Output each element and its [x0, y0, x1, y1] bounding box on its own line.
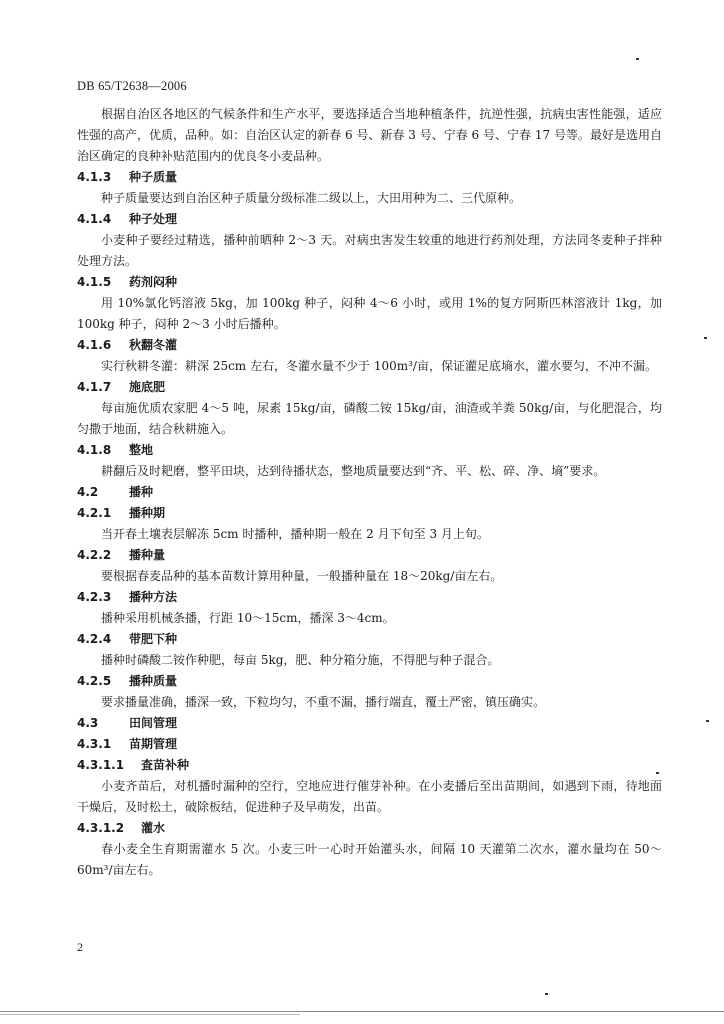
section-title: 整地 [129, 443, 154, 457]
section-number: 4.3.1.1 [77, 758, 125, 772]
section-number: 4.1.7 [77, 380, 112, 394]
paragraph: 播种采用机械条播，行距 10～15cm，播深 3～4cm。 [101, 611, 395, 625]
section-number: 4.3.1.2 [77, 821, 125, 835]
section-title: 苗期管理 [129, 737, 178, 751]
section-heading [77, 272, 662, 293]
paragraph: 要求播量准确，播深一致，下粒均匀，不重不漏，播行端直，覆土严密，镇压确实。 [101, 695, 546, 709]
section-title: 播种质量 [129, 674, 178, 688]
section-title: 播种期 [129, 506, 166, 520]
paragraph: 用 10%氯化钙溶液 5kg，加 100kg 种子，闷种 4～6 小时，或用 1%的复方阿斯匹林溶液计 1kg，加 100kg 种子，闷种 2～3 小时后播种。 [77, 296, 662, 331]
section-title: 施底肥 [129, 380, 166, 394]
section-number: 4.1.6 [77, 338, 112, 352]
section-number: 4.1.4 [77, 212, 112, 226]
section-title: 种子处理 [129, 212, 178, 226]
section-heading [77, 587, 662, 608]
paragraph: 种子质量要达到自治区种子质量分级标准二级以上，大田用种为二、三代原种。 [101, 191, 522, 205]
section-title: 播种方法 [129, 590, 178, 604]
paragraph: 播种时磷酸二铵作种肥，每亩 5kg，肥、种分箱分施，不得肥与种子混合。 [101, 653, 500, 667]
page-number: 2 [77, 940, 83, 954]
paragraph: 当开春土壤表层解冻 5cm 时播种，播种期一般在 2 月下旬至 3 月上旬。 [101, 527, 489, 541]
section-heading [77, 545, 662, 566]
section-heading [77, 377, 662, 398]
section-title: 灌水 [141, 821, 166, 835]
paragraph: 根据自治区各地区的气候条件和生产水平，要选择适合当地种植条件，抗逆性强，抗病虫害性能强，适应性强的高产，优质，品种。如：自治区认定的新春 6 号、新春 3 号、宁春 6 号、宁春 17 号等。最好是选用自治区确定的良种补贴范围内的优良冬小麦品种。 [77, 107, 662, 163]
scan-artifact-line-short [0, 1014, 300, 1015]
paragraph: 实行秋耕冬灌：耕深 25cm 左右，冬灌水量不少于 100m³/亩，保证灌足底墒水，灌水要匀，不冲不漏。 [101, 359, 657, 373]
section-title: 秋翻冬灌 [129, 338, 178, 352]
section-heading [77, 713, 662, 734]
document-standard-id: DB 65/T2638—2006 [77, 79, 187, 93]
section-heading [77, 755, 662, 776]
section-number: 4.2.2 [77, 548, 112, 562]
section-title: 田间管理 [129, 716, 178, 730]
section-number: 4.2.3 [77, 590, 112, 604]
section-heading [77, 440, 662, 461]
section-number: 4.1.5 [77, 275, 112, 289]
document-body [77, 104, 662, 881]
scan-speck [706, 720, 709, 722]
scan-speck [636, 58, 639, 60]
scan-speck [545, 993, 548, 995]
section-number: 4.2.4 [77, 632, 112, 646]
section-heading [77, 818, 662, 839]
paragraph: 小麦齐苗后，对机播时漏种的空行，空地应进行催芽补种。在小麦播后至出苗期间，如遇到下雨，待地面干燥后，及时松土，破除板结，促进种子及早萌发，出苗。 [77, 779, 662, 814]
section-heading [77, 482, 662, 503]
scan-speck [704, 337, 707, 339]
section-number: 4.3.1 [77, 737, 112, 751]
section-heading [77, 671, 662, 692]
section-number: 4.2.5 [77, 674, 112, 688]
section-title: 种子质量 [129, 170, 178, 184]
scan-artifact-line [0, 1011, 724, 1012]
section-heading [77, 629, 662, 650]
paragraph: 耕翻后及时耙磨，整平田块，达到待播状态，整地质量要达到“齐、平、松、碎、净、墒”要求。 [101, 464, 606, 478]
section-number: 4.3 [77, 716, 99, 730]
section-title: 药剂闷种 [129, 275, 178, 289]
section-heading [77, 335, 662, 356]
section-title: 播种量 [129, 548, 166, 562]
section-number: 4.2.1 [77, 506, 112, 520]
section-heading [77, 503, 662, 524]
section-title: 带肥下种 [129, 632, 178, 646]
section-number: 4.1.3 [77, 170, 112, 184]
paragraph: 春小麦全生育期需灌水 5 次。小麦三叶一心时开始灌头水，间隔 10 天灌第二次水，灌水量均在 50～60m³/亩左右。 [77, 842, 662, 877]
section-number: 4.2 [77, 485, 99, 499]
section-number: 4.1.8 [77, 443, 112, 457]
paragraph: 每亩施优质农家肥 4～5 吨，尿素 15kg/亩，磷酸二铵 15kg/亩，油渣或羊粪 50kg/亩，与化肥混合，均匀撒于地面，结合秋耕施入。 [77, 401, 662, 436]
section-title: 播种 [129, 485, 154, 499]
section-heading [77, 734, 662, 755]
section-heading [77, 209, 662, 230]
section-title: 查苗补种 [141, 758, 190, 772]
paragraph: 小麦种子要经过精选，播种前晒种 2～3 天。对病虫害发生较重的地进行药剂处理，方法同冬麦种子拌种处理方法。 [77, 233, 662, 268]
section-heading [77, 167, 662, 188]
paragraph: 要根据春麦品种的基本苗数计算用种量，一般播种量在 18～20kg/亩左右。 [101, 569, 503, 583]
scan-speck [656, 772, 659, 774]
